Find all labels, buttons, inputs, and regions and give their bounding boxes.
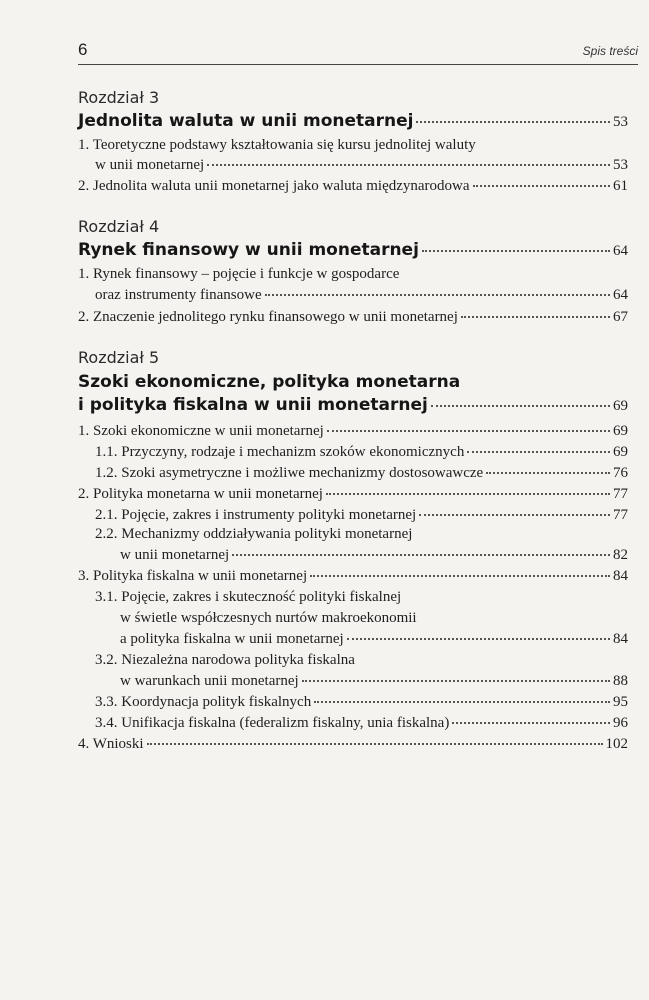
dot-leader bbox=[452, 721, 610, 724]
toc-entry: 2. Polityka monetarna w unii monetarnej 77 bbox=[78, 486, 628, 502]
toc-entry: w warunkach unii monetarnej 88 bbox=[120, 673, 628, 689]
page-ref: 76 bbox=[613, 465, 628, 481]
page-ref: 77 bbox=[613, 486, 628, 502]
chapter-title-line: Szoki ekonomiczne, polityka monetarna bbox=[78, 372, 461, 392]
toc-entry: a polityka fiskalna w unii monetarnej 84 bbox=[120, 631, 628, 647]
toc-entry: 3.4. Unifikacja fiskalna (federalizm fiskalny, unia fiskalna) 96 bbox=[95, 715, 628, 731]
dot-leader bbox=[416, 120, 610, 123]
dot-leader bbox=[422, 249, 610, 252]
page-ref: 84 bbox=[613, 568, 628, 584]
dot-leader bbox=[314, 700, 610, 703]
chapter-title: Jednolita waluta w unii monetarnej 53 bbox=[78, 111, 628, 131]
page-ref: 82 bbox=[613, 547, 628, 563]
dot-leader bbox=[207, 163, 610, 166]
toc-entry-line: 2.2. Mechanizmy oddziaływania polityki monetarnej bbox=[95, 526, 413, 542]
toc-entry: 1.1. Przyczyny, rodzaje i mechanizm szoków ekonomicznych 69 bbox=[95, 444, 628, 460]
dot-leader bbox=[310, 574, 610, 577]
page-ref: 69 bbox=[613, 423, 628, 439]
page-ref: 102 bbox=[605, 736, 628, 752]
dot-leader bbox=[302, 679, 610, 682]
chapter-title: i polityka fiskalna w unii monetarnej 69 bbox=[78, 395, 628, 415]
chapter-label: Rozdział 5 bbox=[78, 348, 160, 367]
toc-entry: oraz instrumenty finansowe 64 bbox=[95, 287, 628, 303]
toc-entry: 1.2. Szoki asymetryczne i możliwe mechanizmy dostosowawcze 76 bbox=[95, 465, 628, 481]
page-ref: 69 bbox=[613, 398, 628, 414]
toc-entry-line: 1. Teoretyczne podstawy kształtowania się kursu jednolitej waluty bbox=[78, 137, 476, 153]
dot-leader bbox=[473, 184, 610, 187]
page-ref: 61 bbox=[613, 178, 628, 194]
page-ref: 84 bbox=[613, 631, 628, 647]
page-ref: 69 bbox=[613, 444, 628, 460]
chapter-label: Rozdział 4 bbox=[78, 217, 160, 236]
dot-leader bbox=[232, 553, 610, 556]
toc-entry: w unii monetarnej 82 bbox=[120, 547, 628, 563]
toc-entry-line: 3.1. Pojęcie, zakres i skuteczność polityki fiskalnej bbox=[95, 589, 402, 605]
dot-leader bbox=[419, 513, 610, 516]
toc-entry-line: 1. Rynek finansowy – pojęcie i funkcje w gospodarce bbox=[78, 266, 400, 282]
chapter-label: Rozdział 3 bbox=[78, 88, 160, 107]
page-ref: 64 bbox=[613, 243, 628, 259]
toc-entry: w unii monetarnej 53 bbox=[95, 157, 628, 173]
running-title: Spis treści bbox=[582, 44, 638, 58]
toc-entry: 2. Jednolita waluta unii monetarnej jako waluta międzynarodowa 61 bbox=[78, 178, 628, 194]
page-ref: 53 bbox=[613, 157, 628, 173]
toc-entry: 4. Wnioski 102 bbox=[78, 736, 628, 752]
page-ref: 77 bbox=[613, 507, 628, 523]
page-number: 6 bbox=[78, 40, 88, 59]
dot-leader bbox=[461, 315, 610, 318]
page-ref: 53 bbox=[613, 114, 628, 130]
chapter-title: Rynek finansowy w unii monetarnej 64 bbox=[78, 240, 628, 260]
dot-leader bbox=[486, 471, 610, 474]
toc-entry-line: w świetle współczesnych nurtów makroekonomii bbox=[120, 610, 417, 626]
toc-entry: 2.1. Pojęcie, zakres i instrumenty polityki monetarnej 77 bbox=[95, 507, 628, 523]
dot-leader bbox=[347, 637, 610, 640]
dot-leader bbox=[147, 742, 603, 745]
toc-entry-line: 3.2. Niezależna narodowa polityka fiskalna bbox=[95, 652, 355, 668]
toc-entry: 3. Polityka fiskalna w unii monetarnej 84 bbox=[78, 568, 628, 584]
page-ref: 96 bbox=[613, 715, 628, 731]
toc-entry: 3.3. Koordynacja polityk fiskalnych 95 bbox=[95, 694, 628, 710]
page-ref: 88 bbox=[613, 673, 628, 689]
dot-leader bbox=[327, 429, 610, 432]
page-ref: 67 bbox=[613, 309, 628, 325]
toc-entry: 1. Szoki ekonomiczne w unii monetarnej 69 bbox=[78, 423, 628, 439]
page-header bbox=[78, 40, 638, 65]
toc-entry: 2. Znaczenie jednolitego rynku finansowego w unii monetarnej 67 bbox=[78, 309, 628, 325]
page-ref: 95 bbox=[613, 694, 628, 710]
page-ref: 64 bbox=[613, 287, 628, 303]
dot-leader bbox=[326, 492, 610, 495]
dot-leader bbox=[467, 450, 610, 453]
dot-leader bbox=[431, 404, 610, 407]
dot-leader bbox=[265, 293, 610, 296]
